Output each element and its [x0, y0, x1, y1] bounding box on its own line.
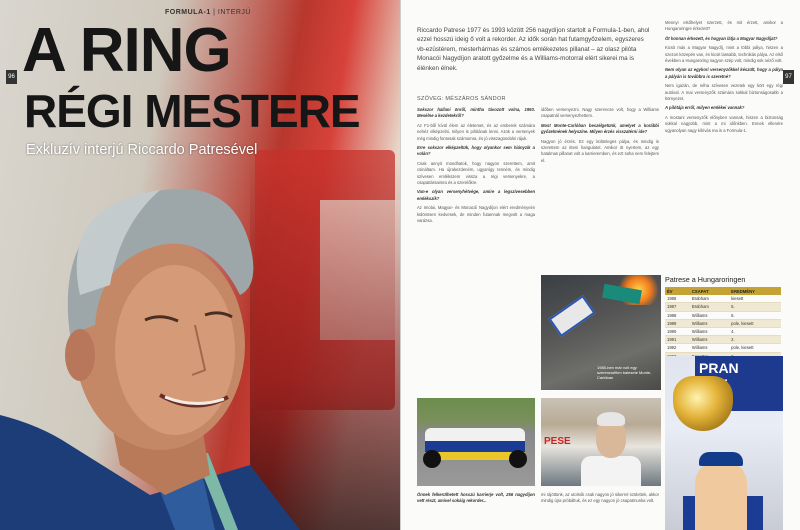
text-column-bottom-2	[541, 492, 659, 530]
table-cell: 1992	[665, 344, 690, 352]
interview-answer: Csak annyit mondhatok, hogy nagyon szerettem, amit csináltam. Ha újrakezdeném, ugyanígy tenném, és mindig szívesen emlékszem vissza a régi versenyekre, a csapattársaimra és a szerelőkre.	[417, 160, 535, 186]
table-cell: Williams	[690, 311, 729, 319]
table-header-team: CSAPAT	[690, 287, 729, 295]
table-cell: 1986	[665, 295, 690, 303]
interview-answer: időben versenyezni. Nagy szerencse volt, hogy a Williams csapatnál versenyezhettem.	[541, 107, 659, 119]
page-number-right: 97	[783, 70, 794, 84]
table-cell: pole, kiesett	[729, 319, 781, 327]
race-car-photo	[417, 398, 535, 486]
right-page	[400, 0, 800, 530]
results-table-box	[665, 275, 783, 361]
interview-question: A pilótája erről, milyen emlékei vannak?	[665, 105, 745, 111]
interview-question: Nem olyan az egykori versenyzőkkel készült, hogy a pálya a pályán is továbbra is szeretné?	[665, 67, 783, 79]
crash-photo-caption: 1985-ben már volt egy szerencsétlen balesete Monte-Carlóban	[597, 365, 652, 381]
table-cell: Williams	[690, 336, 729, 344]
headline-line2: RÉGI MESTERE	[24, 85, 360, 137]
table-cell: Williams	[690, 344, 729, 352]
podium-logo: PESE	[544, 436, 571, 447]
interview-question: Önnek felkerülhetett hosszú karrierje volt, 256 nagydíjon vett részt, amivel sokáig rekorder...	[417, 492, 535, 504]
rear-wheel	[509, 450, 527, 468]
table-cell: 4.	[729, 327, 781, 335]
interview-answer: Kicsit más a Magyar Nagydíj, mint a többi pálya, hiszen a szezon közepén van, és kicsit lassabb, technikás pálya. Az első években a Hungaroring nagyon szép volt, mindig sok néző volt.	[665, 45, 783, 64]
byline: SZÖVEG: MÉSZÁROS SÁNDOR	[417, 96, 506, 102]
table-cell: 1991	[665, 336, 690, 344]
table-header-year: ÉV	[665, 287, 690, 295]
front-wheel	[423, 450, 441, 468]
table-cell: 2.	[729, 336, 781, 344]
table-row	[665, 319, 781, 327]
subtitle: Exkluzív interjú Riccardo Patresével	[26, 142, 258, 158]
table-cell: pole, kiesett	[729, 344, 781, 352]
driver-suit	[581, 456, 641, 486]
table-row	[665, 295, 781, 303]
table-row	[665, 344, 781, 352]
interview-answer: Mennyi elsőhelyet szerzett, és mit érzett, amikor a Hungaroringre érkezett?	[665, 20, 783, 32]
headline-line1: A RING	[22, 16, 231, 85]
page-number: 96	[6, 70, 17, 84]
table-header-result: EREDMÉNY	[729, 287, 781, 295]
interview-answer: mi rájöttünk, az utolsók csak nagyon jó sikerrel születtek, akkor mindig újra próbáltuk, és ez egy nagyon jó csapatmunka volt.	[541, 492, 659, 504]
table-cell: Brabham	[690, 295, 729, 303]
running-head-rest: | INTERJÚ	[210, 9, 251, 16]
driver-hair	[597, 412, 625, 426]
interview-answer: Nem igazán, de néha szívesen vezetek egy kört egy régi autóval. A mai versenyzők számára sokkal biztonságosabb a környezet.	[665, 83, 783, 102]
grand-prix-banner: PRAN	[695, 356, 783, 411]
driver-trophy	[695, 464, 747, 530]
interview-question: Van-e olyan versenyhétvége, amire a legszívesebben emlékszik?	[417, 189, 535, 201]
table-cell: Brabham	[690, 303, 729, 311]
text-column-bottom-1	[417, 492, 535, 530]
trophy-photo	[665, 356, 783, 530]
crash-photo	[541, 275, 661, 390]
interview-answer: Nagyon jó érzés. Ez egy különleges pálya, és mindig is szerettem az itteni hangulatot. Amikor itt nyertem, az egy hatalmas pillanat volt a karrieremben, és ezt soha nem felejtem el.	[541, 138, 659, 163]
table-cell: 1990	[665, 327, 690, 335]
text-column-3	[665, 20, 783, 270]
interview-question: Sokszor hallani önről, mintha távozott volna, 1993. Mesélne a kezdetekről?	[417, 107, 535, 119]
table-cell: kiesett	[729, 295, 781, 303]
table-cell: 1989	[665, 319, 690, 327]
table-row	[665, 311, 781, 319]
interview-question: Most Monte-Carlóban beszélgetünk, amelyet a korábbi győzelmének helyszíne. Milyen érzés visszatérni ide?	[541, 122, 659, 135]
results-table	[665, 287, 781, 361]
driver-cap	[699, 452, 743, 466]
portrait-photo	[0, 165, 320, 530]
table-cell: Williams	[690, 319, 729, 327]
interview-answer: A mostani versenyzők előnyben vannak, hiszen a biztonság sokkal nagyobb, mint a mi időnkben. Ennek ellenére ugyanolyan nagy kihívás ma is a Formula-1.	[665, 114, 783, 133]
table-row	[665, 327, 781, 335]
table-cell: 5.	[729, 303, 781, 311]
crashed-car	[548, 295, 595, 337]
interview-answer: Az F1-ből kívül élem az életemet, és az emberek számára nehéz elképzelni, milyen is pilótának lenni. Azok a versenyek még mindig fontosak számomra, és jó visszagondolni rájuk.	[417, 122, 535, 141]
table-title: Patrese a Hungaroringen	[665, 275, 746, 284]
interview-question: Erre sokszor elképzeltük, hogy olyankor sem hiányzik a volán?	[417, 145, 535, 157]
text-column-1	[417, 107, 535, 407]
intro-paragraph: Riccardo Patrese 1977 és 1993 között 256 nagydíjon startolt a Formula-1-ben, ahol ezzel hosszú ideig ő volt a rekorder. Az idők során hat futamgyőzelem, egyszeres vb-ezüstérem, mesterhármas és számos emlékezetes pillanat – az olasz pilóta Monacói Nagydíjon aratott győzelme és a Williams-motorral elért sikerei ma is élénken élnek.	[417, 27, 650, 72]
running-head-section: FORMULA-1	[165, 9, 211, 16]
trophy-cup	[673, 376, 733, 431]
table-cell: 1988	[665, 311, 690, 319]
podium-photo	[541, 398, 661, 486]
interview-answer: Az Imolai, Magyar- és Monacói Nagydíjon elért eredményeim különösen kedvesek, de minden futamnak megvolt a maga varázsa.	[417, 205, 535, 224]
table-row	[665, 336, 781, 344]
table-cell: 1987	[665, 303, 690, 311]
text-column-2	[541, 107, 659, 273]
table-row	[665, 303, 781, 311]
running-head	[165, 9, 251, 16]
table-cell: 6.	[729, 311, 781, 319]
table-cell: Williams	[690, 327, 729, 335]
interview-question: Öt honnan érkezett, és hogyan látja a Magyar Nagydíjat?	[665, 35, 778, 41]
